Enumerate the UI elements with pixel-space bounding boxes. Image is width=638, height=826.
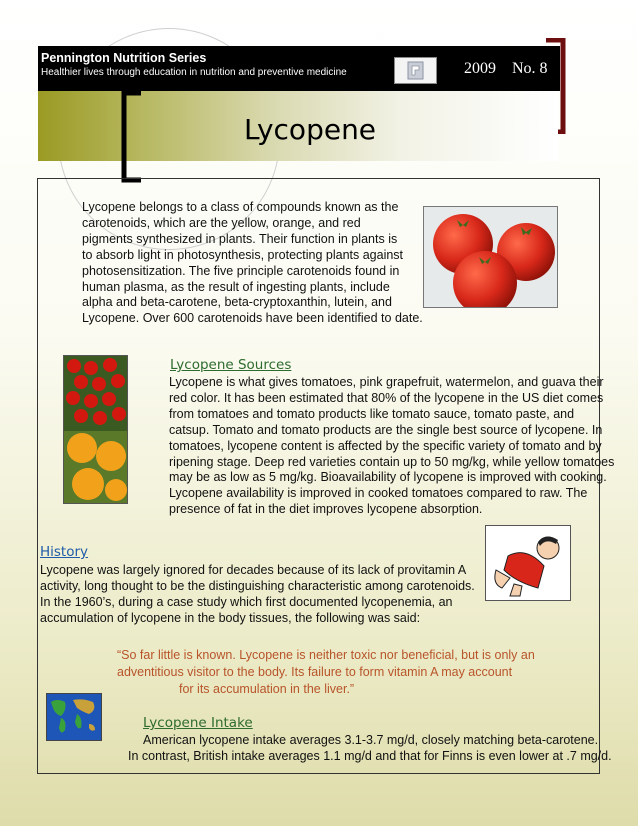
intake-paragraph [128, 733, 612, 765]
text-line: may be as low as 5 mg/kg. Bioavailability of lycopene is improved with cooking. [169, 470, 607, 485]
history-heading: History [40, 544, 89, 560]
issue-year: 2009 [464, 60, 496, 77]
text-line: from tomatoes and tomato products like tomato sauce, tomato paste, and [169, 406, 575, 421]
reclining-man-cartoon [485, 525, 571, 601]
text-line: In contrast, British intake averages 1.1 mg/d and that for Finns is even lower at .7 mg/d. [128, 748, 612, 763]
text-line: Lycopene availability is improved in cooked tomatoes compared to raw. The [169, 486, 588, 501]
text-line: human plasma, as the result of ingesting plants, include [82, 279, 390, 294]
sources-paragraph [169, 375, 614, 518]
text-line: pigments synthesized in plants. Their function in plants is [82, 231, 398, 246]
text-line: photosensitization. The five principle carotenoids found in [82, 263, 400, 278]
text-line: In the 1960’s, during a case study which first documented lycopenemia, an [40, 594, 453, 609]
text-line: Lycopene. Over 600 carotenoids have been identified to date. [82, 311, 423, 326]
series-title: Pennington Nutrition Series [41, 51, 207, 65]
text-line: to absorb light in photosynthesis, protecting plants against [82, 247, 404, 262]
quote-block [117, 647, 535, 698]
quote-line: “So far little is known. Lycopene is neither toxic nor beneficial, but is only an [117, 648, 535, 662]
text-line: Lycopene belongs to a class of compounds known as the [82, 200, 399, 214]
world-map-image [46, 693, 102, 741]
text-line: American lycopene intake averages 3.1-3.7 mg/d, closely matching beta-carotene. [143, 733, 599, 747]
series-tagline: Healthier lives through education in nutrition and preventive medicine [41, 67, 347, 78]
intro-paragraph [82, 200, 423, 327]
history-paragraph [40, 563, 475, 627]
text-line: Lycopene is what gives tomatoes, pink grapefruit, watermelon, and guava their [169, 375, 604, 389]
text-line: carotenoids, which are the yellow, orange, and red [82, 215, 361, 230]
tomato-collage-photo [63, 355, 128, 504]
text-line: ripening stage. Deep red varieties contain up to 50 mg/kg, while yellow tomatoes [169, 454, 615, 469]
text-line: activity, long thought to be the distinguishing characteristic among carotenoids. [40, 578, 475, 593]
left-bracket-decoration [120, 91, 144, 183]
pennington-logo-icon [394, 57, 437, 84]
text-line: red color. It has been estimated that 80% of the lycopene in the US diet comes [169, 390, 604, 405]
tomato-photo [423, 206, 558, 308]
intake-heading: Lycopene Intake [143, 715, 253, 731]
text-line: Lycopene was largely ignored for decades because of its lack of provitamin A [40, 563, 467, 577]
quote-line: for its accumulation in the liver.” [179, 682, 355, 696]
text-line: tomatoes, lycopene content is affected by the specific variety of tomato and by [169, 438, 602, 453]
text-line: presence of fat in the diet improves lycopene absorption. [169, 502, 483, 517]
page-title: Lycopene [243, 113, 377, 146]
quote-line: adventitious visitor to the body. Its failure to form vitamin A may account [117, 665, 513, 679]
text-line: catsup. Tomato and tomato products are the single best source of lycopene. In [169, 422, 603, 437]
text-line: alpha and beta-carotene, beta-cryptoxanthin, lutein, and [82, 295, 392, 310]
issue-number: No. 8 [512, 60, 548, 77]
text-line: accumulation of lycopene in the body tissues, the following was said: [40, 610, 421, 625]
sources-heading: Lycopene Sources [170, 357, 292, 373]
